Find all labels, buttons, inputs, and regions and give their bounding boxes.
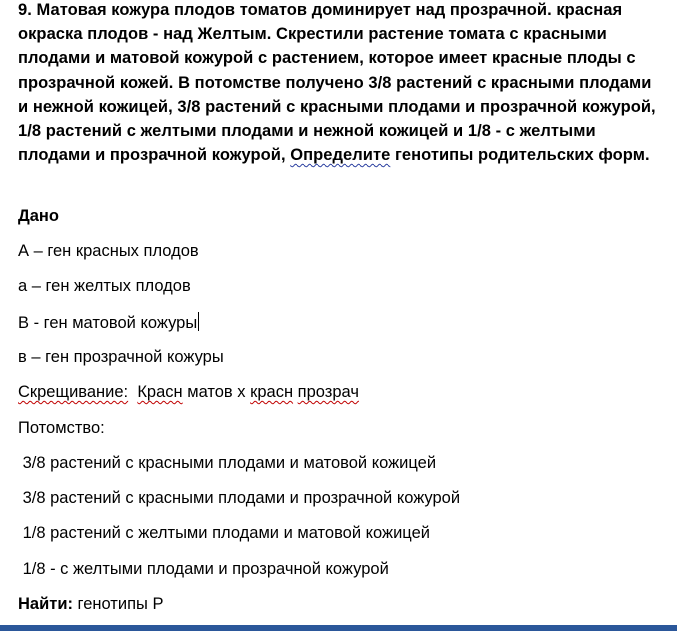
find-line — [18, 594, 163, 614]
cross-word-2: красн — [250, 383, 294, 401]
offspring-line-1: 3/8 растений с красными плодами и матовой кожицей — [18, 454, 437, 472]
given-line-2: а – ген желтых плодов — [18, 277, 191, 295]
given-line-3-text: В - ген матовой кожуры — [18, 314, 198, 332]
offspring-heading: Потомство: — [18, 419, 105, 437]
cross-label: Скрещивание: — [18, 383, 129, 401]
cross-word-3: прозрач — [297, 383, 359, 401]
status-bar — [0, 625, 677, 631]
grammar-flagged-word: Определите — [290, 146, 391, 165]
offspring-line-3: 1/8 растений с желтыми плодами и матовой кожицей — [18, 524, 430, 542]
cross-space — [128, 383, 137, 401]
cross-word-1: Красн — [137, 383, 183, 401]
task-statement — [18, 0, 658, 167]
given-line-1: А – ген красных плодов — [18, 242, 199, 260]
find-label: Найти: — [18, 595, 73, 613]
given-heading: Дано — [18, 207, 59, 225]
task-text: 9. Матовая кожура плодов томатов доминирует над прозрачной. красная окраска плодов - над Желтым. Скрестили растение томата с красными плодами и матовой кожурой с растением, которое имеет красные плоды с прозрачной кожей. В потомстве получено 3/8 растений с красными плодами и нежной кожицей, 3/8 растений с красными плодами и прозрачной кожурой, 1/8 растений с желтыми плодами и нежной кожицей и 1/8 - с желтыми плодами и прозрачной кожурой, — [18, 1, 656, 165]
cross-line — [18, 382, 359, 402]
text-cursor — [198, 312, 199, 331]
offspring-line-2: 3/8 растений с красными плодами и прозрачной кожурой — [18, 489, 461, 507]
given-line-3 — [18, 312, 199, 333]
given-line-4: в – ген прозрачной кожуры — [18, 348, 224, 366]
offspring-line-4: 1/8 - с желтыми плодами и прозрачной кожурой — [18, 560, 389, 578]
task-text-end: генотипы родительских форм. — [390, 146, 650, 165]
cross-middle: матов х — [182, 383, 251, 401]
find-value: генотипы Р — [72, 595, 164, 613]
